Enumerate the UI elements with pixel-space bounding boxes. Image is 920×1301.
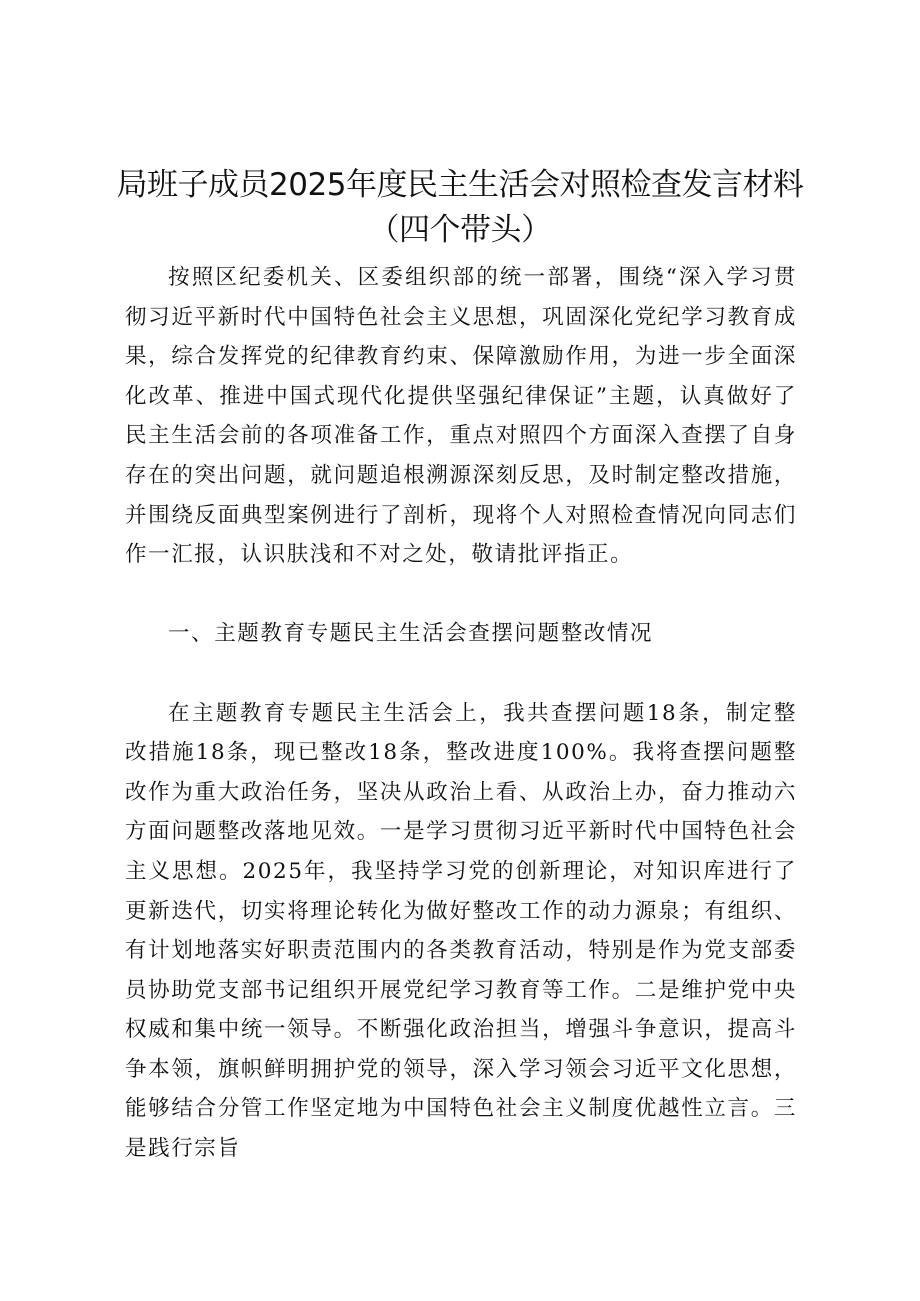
intro-paragraph: 按照区纪委机关、区委组织部的统一部署，围绕“深入学习贯彻习近平新时代中国特色社会主义思想，巩固深化党纪学习教育成果，综合发挥党的纪律教育约束、保障激励作用，为进一步全面深化改革、推进中国式现代化提供坚强纪律保证”主题，认真做好了民主生活会前的各项准备工作，重点对照四个方面深入查摆了自身存在的突出问题，就问题追根溯源深刻反思，及时制定整改措施，并围绕反面典型案例进行了剖析，现将个人对照检查情况向同志们作一汇报，认识肤浅和不对之处，敬请批评指正。 (125, 265, 797, 568)
document-title (110, 163, 810, 253)
document-body (125, 258, 797, 1169)
title-line-2: （四个带头） (368, 212, 552, 248)
title-line-1: 局班子成员2025年度民主生活会对照检查发言材料 (116, 167, 804, 203)
paragraph-spacer (125, 654, 797, 694)
section1-paragraph: 在主题教育专题民主生活会上，我共查摆问题18条，制定整改措施18条，现已整改18条，整改进度100%。我将查摆问题整改作为重大政治任务，坚决从政治上看、从政治上办，奋力推动六方面问题整改落地见效。一是学习贯彻习近平新时代中国特色社会主义思想。2025年，我坚持学习党的创新理论，对知识库进行了更新迭代，切实将理论转化为做好整改工作的动力源泉；有组织、有计划地落实好职责范围内的各类教育活动，特别是作为党支部委员协助党支部书记组织开展党纪学习教育等工作。二是维护党中央权威和集中统一领导。不断强化政治担当，增强斗争意识，提高斗争本领，旗帜鲜明拥护党的领导，深入学习领会习近平文化思想，能够结合分管工作坚定地为中国特色社会主义制度优越性立言。三是践行宗旨 (125, 700, 797, 1162)
section-heading-1: 一、主题教育专题民主生活会查摆问题整改情况 (168, 621, 654, 647)
paragraph-spacer (125, 575, 797, 615)
